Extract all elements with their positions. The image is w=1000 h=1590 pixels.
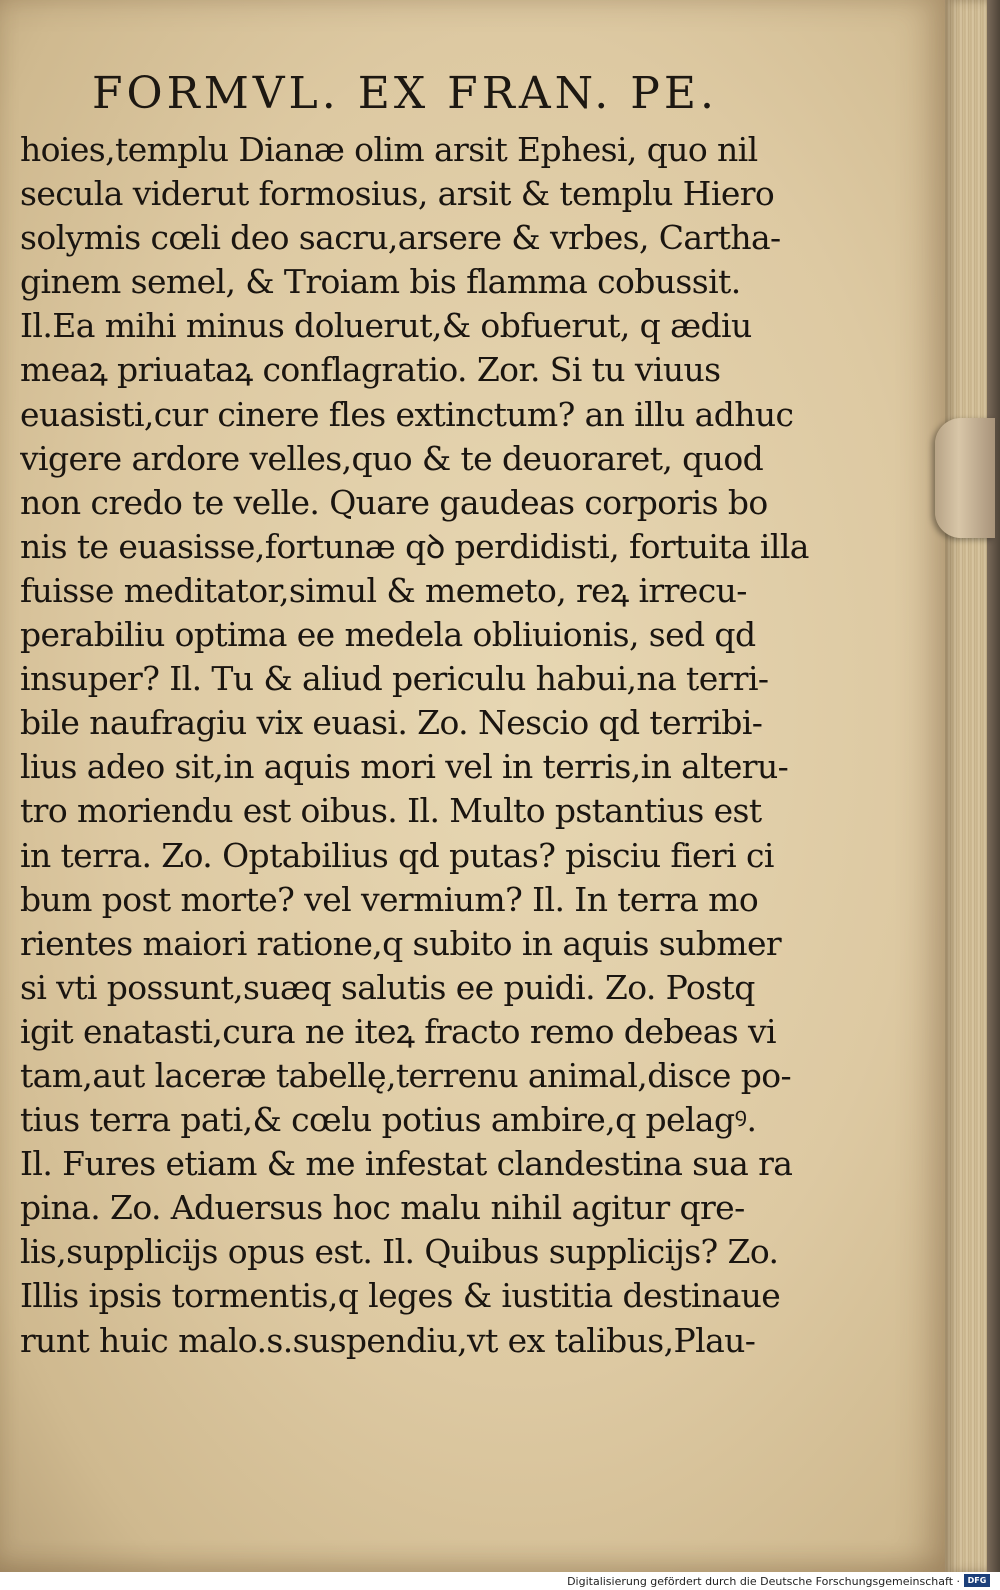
text-line: vigere ardore velles,quo & te deuoraret, quod xyxy=(20,438,764,478)
text-line: secula viderut formosius, arsit & templu Hiero xyxy=(20,174,775,214)
text-line: pina. Zo. Aduersus hoc malu nihil agitur qre- xyxy=(20,1188,745,1228)
text-line: Il.Ea mihi minus doluerut,& obfuerut, q ædiu xyxy=(20,306,752,346)
text-line: fuisse meditator,simul & memeto, reꝝ irrecu- xyxy=(20,570,747,610)
text-line: in terra. Zo. Optabilius qd putas? pisciu fieri ci xyxy=(20,835,774,875)
text-line: si vti possunt,suæq salutis ee puidi. Zo. Postq xyxy=(20,967,755,1007)
text-line: runt huic malo.s.suspendiu,vt ex talibus,Plau- xyxy=(20,1320,756,1360)
text-line: ginem semel, & Troiam bis flamma cobussit. xyxy=(20,262,741,302)
text-line: tro moriendu est oibus. Il. Multo pstantius est xyxy=(20,791,762,831)
book-cover-edge xyxy=(987,0,1000,1572)
text-line: Il. Fures etiam & me infestat clandestina sua ra xyxy=(20,1144,793,1184)
text-line: solymis cœli deo sacru,arsere & vrbes, Cartha- xyxy=(20,218,781,258)
text-block xyxy=(20,128,820,1363)
text-line: lius adeo sit,in aquis mori vel in terris,in alteru- xyxy=(20,747,789,787)
text-line: tam,aut laceræ tabellę,terrenu animal,disce po- xyxy=(20,1055,792,1095)
running-head: FORMVL. EX FRAN. PE. xyxy=(92,68,718,119)
text-line: perabiliu optima ee medela obliuionis, sed qd xyxy=(20,615,756,655)
page-edges xyxy=(945,0,987,1572)
text-line: Illis ipsis tormentis,q leges & iustitia destinaue xyxy=(20,1276,781,1316)
text-line: meaꝝ priuataꝝ conflagratio. Zor. Si tu viuus xyxy=(20,350,721,390)
book-clasp xyxy=(935,418,995,538)
text-line: igit enatasti,cura ne iteꝝ fracto remo debeas vi xyxy=(20,1011,776,1051)
text-line: insuper? Il. Tu & aliud periculu habui,na terri- xyxy=(20,659,769,699)
dfg-logo: DFG xyxy=(964,1574,990,1587)
text-line: lis,supplicijs opus est. Il. Quibus supplicijs? Zo. xyxy=(20,1232,779,1272)
text-line: nis te euasisse,fortunæ qꝺ perdidisti, fortuita illa xyxy=(20,526,809,566)
text-line: bile naufragiu vix euasi. Zo. Nescio qd terribi- xyxy=(20,703,763,743)
text-line: bum post morte? vel vermium? Il. In terra mo xyxy=(20,879,759,919)
text-line: rientes maiori ratione,q subito in aquis submer xyxy=(20,923,782,963)
text-line: non credo te velle. Quare gaudeas corporis bo xyxy=(20,482,768,522)
funding-credit: Digitalisierung gefördert durch die Deutsche Forschungsgemeinschaft · xyxy=(567,1575,960,1588)
text-line: hoies,templu Dianæ olim arsit Ephesi, quo nil xyxy=(20,130,758,169)
text-line: euasisti,cur cinere fles extinctum? an illu adhuc xyxy=(20,394,794,434)
text-line: tius terra pati,& cœlu potius ambire,q pelagꝰ. xyxy=(20,1100,757,1140)
